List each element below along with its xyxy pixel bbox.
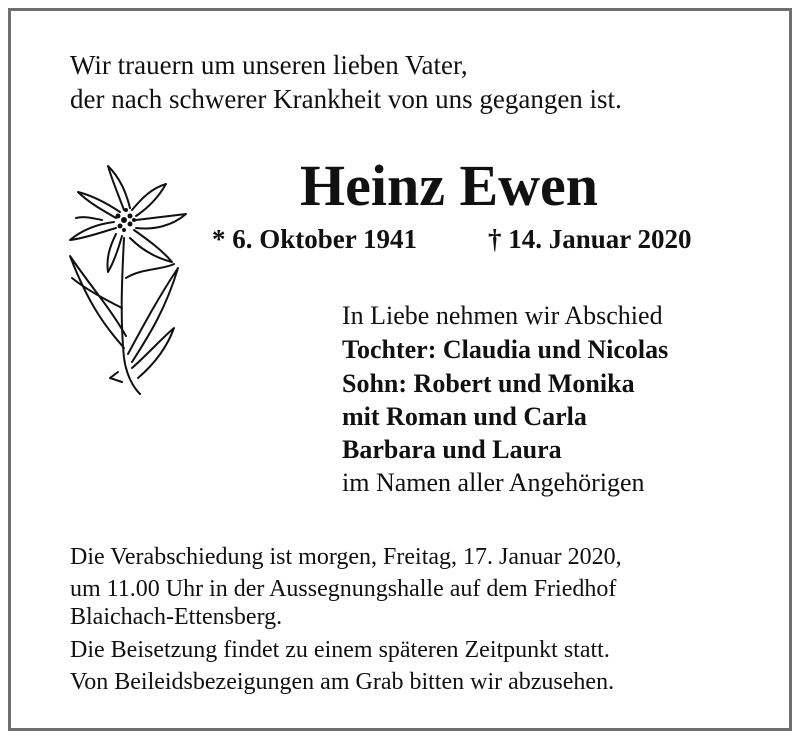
family-closing: im Namen aller Angehörigen xyxy=(342,468,645,497)
intro-line-1: Wir trauern um unseren lieben Vater, xyxy=(70,50,468,80)
details-line: um 11.00 Uhr in der Aussegnungshalle auf dem Friedhof xyxy=(70,576,617,602)
intro-line-2: der nach schwerer Krankheit von uns gegangen ist. xyxy=(70,84,622,114)
family-member: Barbara und Laura xyxy=(342,435,562,464)
details-line: Die Beisetzung findet zu einem späteren Zeitpunkt statt. xyxy=(70,637,610,663)
family-member: Sohn: Robert und Monika xyxy=(342,369,635,398)
edelweiss-icon xyxy=(62,158,192,400)
death-date: † 14. Januar 2020 xyxy=(488,224,692,254)
farewell-intro: In Liebe nehmen wir Abschied xyxy=(342,301,663,330)
family-member: mit Roman und Carla xyxy=(342,402,587,431)
details-line: Die Verabschiedung ist morgen, Freitag, 17. Januar 2020, xyxy=(70,544,622,570)
family-member: Tochter: Claudia und Nicolas xyxy=(342,335,669,364)
details-line: Von Beileidsbezeigungen am Grab bitten wir abzusehen. xyxy=(70,669,615,695)
birth-date: * 6. Oktober 1941 xyxy=(212,224,418,254)
details-line: Blaichach-Ettensberg. xyxy=(70,604,283,630)
deceased-name: Heinz Ewen xyxy=(300,153,599,218)
